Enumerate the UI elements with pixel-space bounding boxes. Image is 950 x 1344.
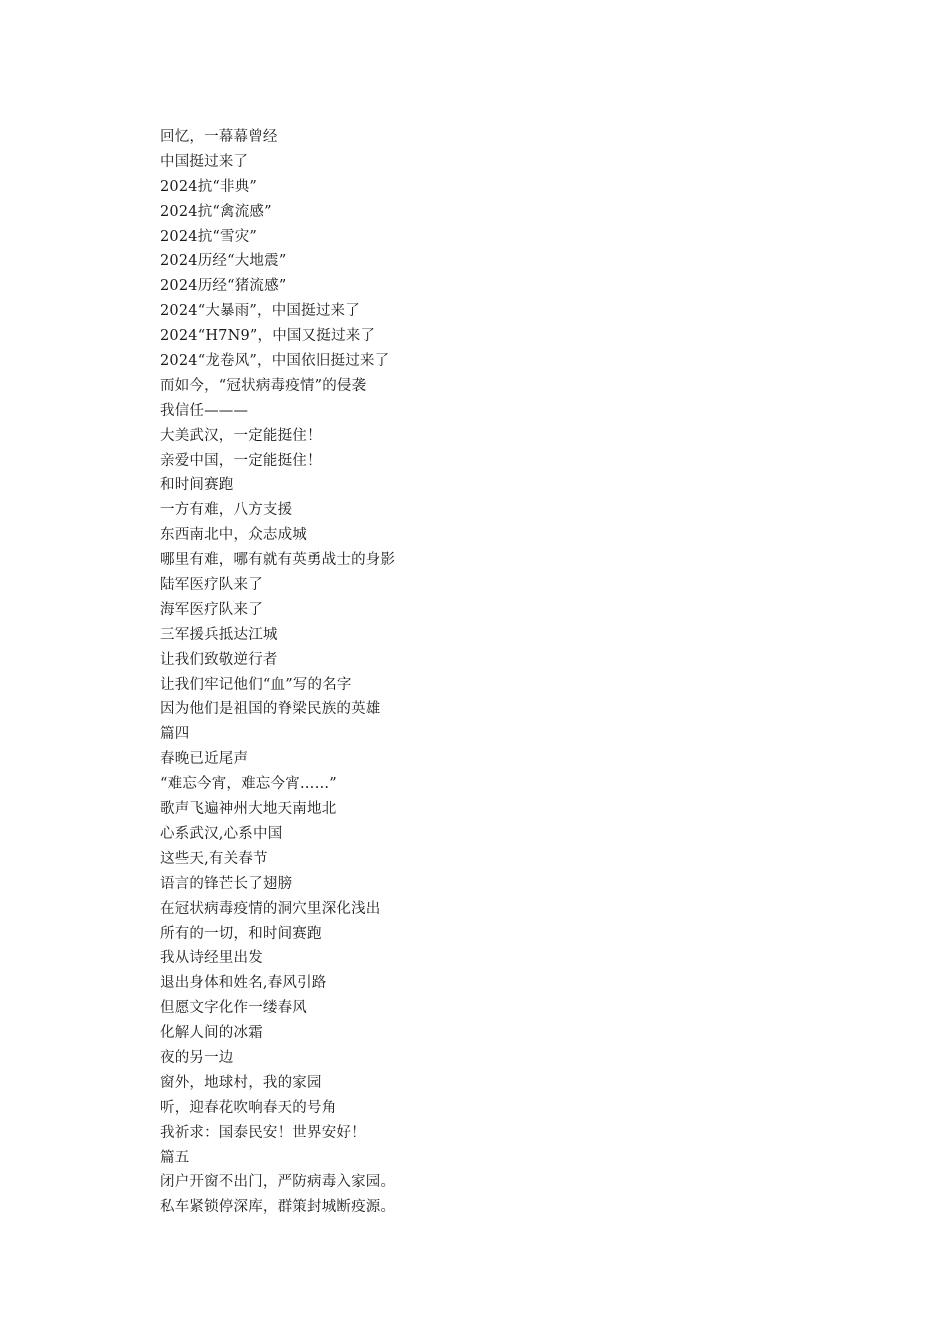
text-line: 一方有难，八方支援 xyxy=(160,502,293,519)
text-line: 听，迎春花吹响春天的号角 xyxy=(160,1099,337,1116)
text-line: 春晚已近尾声 xyxy=(160,751,249,768)
text-line: 这些天,有关春节 xyxy=(160,850,268,867)
text-line: 海军医疗队来了 xyxy=(160,601,263,618)
text-line: 东西南北中，众志成城 xyxy=(160,527,307,544)
text-line: 哪里有难，哪有就有英勇战士的身影 xyxy=(160,552,396,569)
text-line: 2024历经“大地震” xyxy=(160,253,287,270)
section-heading: 篇五 xyxy=(160,1149,190,1166)
text-line: 2024“大暴雨”，中国挺过来了 xyxy=(160,303,360,320)
text-line: 因为他们是祖国的脊梁民族的英雄 xyxy=(160,701,381,718)
text-line: 回忆，一幕幕曾经 xyxy=(160,129,278,145)
text-line: 窗外，地球村，我的家园 xyxy=(160,1074,322,1091)
text-line: 2024抗“雪灾” xyxy=(160,228,258,245)
text-line: 我从诗经里出发 xyxy=(160,950,263,967)
text-line: 我祈求：国泰民安！世界安好！ xyxy=(160,1124,366,1141)
text-line: 但愿文字化作一缕春风 xyxy=(160,1000,307,1017)
text-line: 私车紧锁停深库，群策封城断疫源。 xyxy=(160,1199,396,1216)
text-line: 我信任——— xyxy=(160,402,249,419)
text-line: 化解人间的冰霜 xyxy=(160,1025,263,1042)
text-line: 语言的锋芒长了翅膀 xyxy=(160,875,293,892)
section-heading: 篇四 xyxy=(160,726,190,743)
text-line: 2024抗“禽流感” xyxy=(160,203,272,220)
text-line: 陆军医疗队来了 xyxy=(160,577,263,594)
text-line: 大美武汉，一定能挺住！ xyxy=(160,427,322,444)
text-line: 歌声飞遍神州大地天南地北 xyxy=(160,801,337,818)
text-line: “难忘今宵，难忘今宵……” xyxy=(160,776,337,793)
text-line: 2024抗“非典” xyxy=(160,178,258,195)
text-line: 心系武汉,心系中国 xyxy=(160,825,283,842)
text-line: 和时间赛跑 xyxy=(160,477,234,494)
text-line: 三军援兵抵达江城 xyxy=(160,626,278,643)
text-line: 而如今，“冠状病毒疫情”的侵袭 xyxy=(160,377,367,394)
text-line: 让我们牢记他们“血”写的名字 xyxy=(160,676,352,693)
text-line: 2024“H7N9”，中国又挺过来了 xyxy=(160,328,376,345)
text-line: 让我们致敬逆行者 xyxy=(160,651,278,668)
text-line: 夜的另一边 xyxy=(160,1049,234,1066)
text-line: 闭户开窗不出门，严防病毒入家园。 xyxy=(160,1174,396,1191)
text-line: 所有的一切，和时间赛跑 xyxy=(160,925,322,942)
poem-text-block xyxy=(160,125,860,1220)
text-line: 退出身体和姓名,春风引路 xyxy=(160,975,327,992)
text-line: 2024历经“猪流感” xyxy=(160,278,287,295)
text-line: 亲爱中国，一定能挺住！ xyxy=(160,452,322,469)
text-line: 2024“龙卷风”，中国依旧挺过来了 xyxy=(160,353,390,370)
text-line: 中国挺过来了 xyxy=(160,153,249,170)
text-line: 在冠状病毒疫情的洞穴里深化浅出 xyxy=(160,900,381,917)
